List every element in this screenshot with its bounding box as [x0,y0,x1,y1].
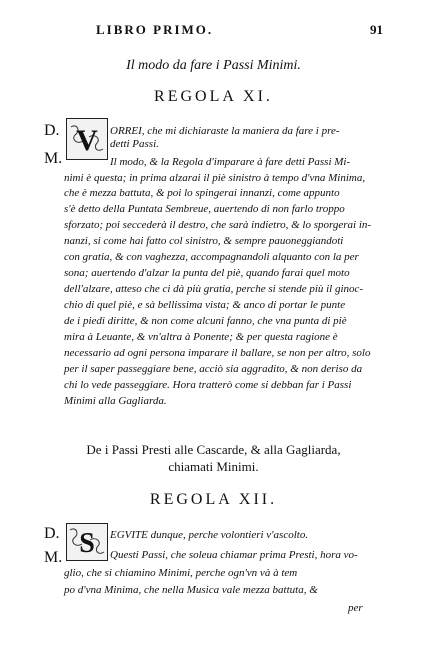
page-number: 91 [370,22,383,37]
text-line: necessario ad ogni persona imparare il ballare, se non per altro, solo [64,347,371,359]
section-heading-line: chiamati Minimi. [168,459,259,474]
text-line: mira à Leuante, & vn'altra à Ponente; & per questa ragione è [64,331,338,343]
text-line: con gratia, & con vaghezza, accompagnandoli alquanto con la per [64,251,359,263]
text-line: glio, che si chiamino Minimi, perche ogn'vn và à tem [64,567,298,579]
text-line: EGVITE dunque, perche volontieri v'ascolto. [110,529,309,541]
running-head: LIBRO PRIMO. [96,22,214,37]
page-header [0,22,427,38]
text-line: per il saper passeggiare bene, acciò sia aggradito, & non deriso da [64,363,363,375]
decorated-initial-v [66,118,108,160]
speaker-label-d: D. [44,122,60,139]
text-line: po d'vna Minima, che nella Musica vale mezza battuta, & [64,584,318,596]
section-heading-line: De i Passi Presti alle Cascarde, & alla Gagliarda, [86,442,341,457]
text-line: de i piedi diritte, & non come alcuni fanno, che vna punta di piè [64,315,347,327]
text-line: Il modo, & la Regola d'imparare à fare detti Passi Mi- [110,156,351,168]
decorated-initial-s [66,523,108,561]
rule-title-xi: REGOLA XI. [154,88,273,105]
speaker-label-m: M. [44,150,63,167]
text-line: Minimi alla Gagliarda. [64,395,167,407]
speaker-label-d: D. [44,525,60,542]
text-line: s'è detto della Puntata Sembreue, auertendo di non farlo troppo [64,203,345,215]
text-line: ORREI, che mi dichiaraste la maniera da fare i pre- [110,125,340,137]
speaker-label-m: M. [44,549,63,566]
catchword: per [348,602,363,614]
ornament-icon [67,524,107,560]
rule-title-xii: REGOLA XII. [149,491,278,508]
text-line: nimi è questa; in prima alzarai il piè sinistro à tempo d'vna Minima, [64,172,366,184]
text-line: sforzato; poi seccederà il destro, che sarà indietro, & lo sporgerai in- [64,219,372,231]
text-line: dell'alzare, atteso che ci dà più gratia, perche si stende più il ginoc- [64,283,364,295]
text-line: chio di quel piè, e sà bellissima vista; & anco di portar le punte [64,299,346,311]
text-line: chi lo vede passeggiare. Hora tratterò come si debban far i Passi [64,379,352,391]
dropcap-letter: S [79,528,95,559]
text-line: nanzi, si come hai fatto col sinistro, & sempre pauoneggiandoti [64,235,344,247]
chapter-subtitle: Il modo da fare i Passi Minimi. [126,58,301,73]
ornament-icon [67,119,107,159]
text-line: che è mezza battuta, & poi lo spingerai innanzi, come appunto [64,187,340,199]
text-line: detti Passi. [110,138,159,150]
dropcap-letter: V [76,124,98,157]
text-line: sona; auertendo d'alzar la punta del piè, quando farai quel moto [64,267,350,279]
text-line: Questi Passi, che soleua chiamar prima Presti, hora vo- [110,549,358,561]
